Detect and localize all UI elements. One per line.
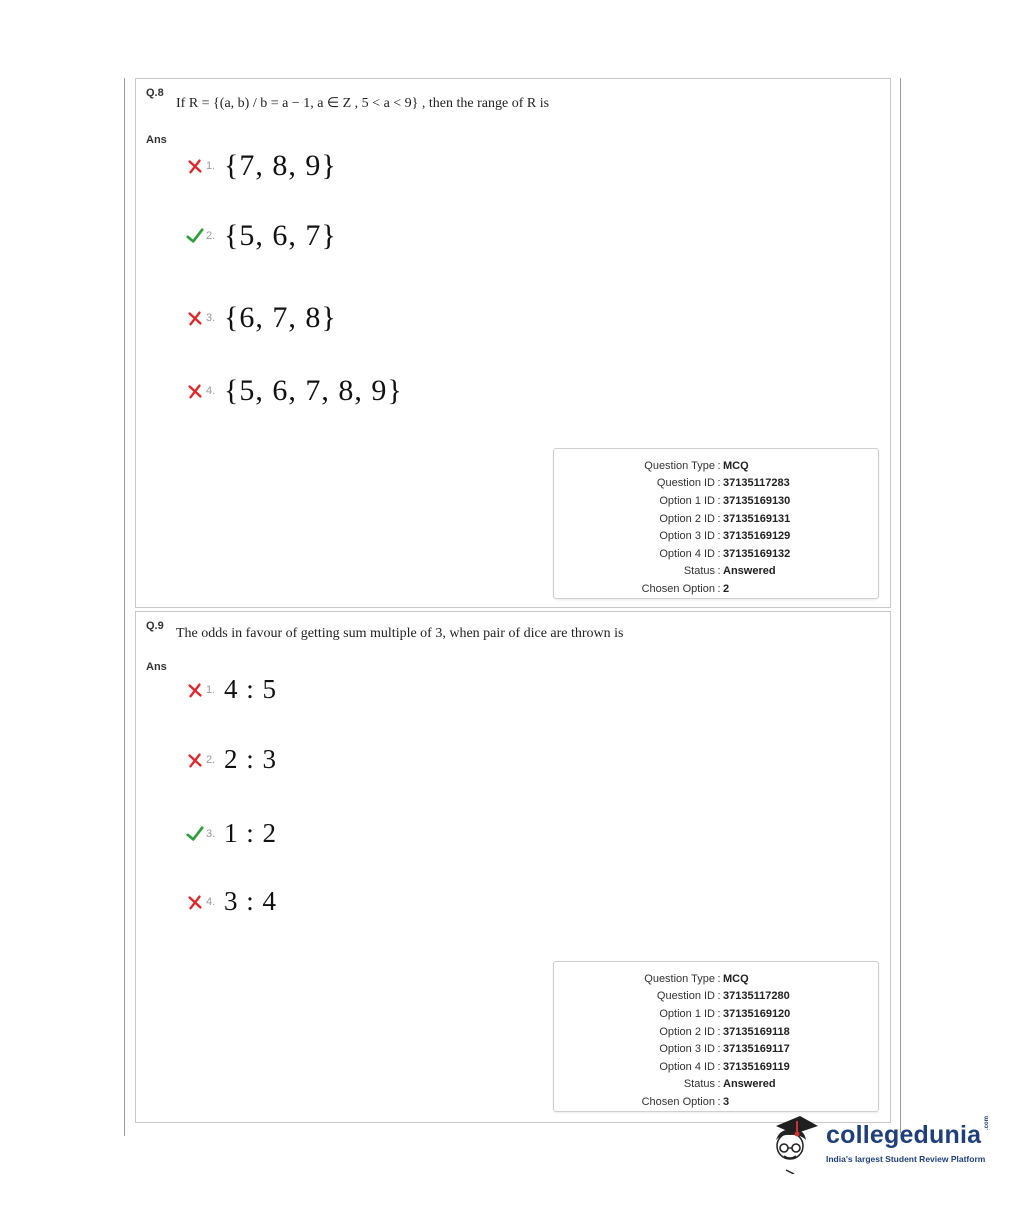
ans-label: Ans bbox=[146, 134, 167, 146]
info-row-option-3-id: Option 3 ID : 37135169129 bbox=[659, 530, 791, 543]
option-number: 4. bbox=[206, 895, 216, 908]
info-row-option-2-id: Option 2 ID : 37135169118 bbox=[659, 1025, 790, 1038]
option-value: {5, 6, 7} bbox=[224, 219, 337, 252]
red-cross-icon bbox=[186, 309, 204, 327]
info-row-question-type: Question Type : MCQ bbox=[644, 972, 749, 985]
option-value: 1 : 2 bbox=[224, 818, 278, 848]
logo-suffix: .com bbox=[984, 1115, 990, 1130]
info-row-question-id: Question ID : 37135117280 bbox=[656, 990, 790, 1003]
red-cross-icon bbox=[186, 382, 204, 400]
option-value: {7, 8, 9} bbox=[224, 149, 337, 182]
info-row-question-type: Question Type : MCQ bbox=[644, 459, 749, 472]
option-3 bbox=[186, 301, 337, 335]
page-rule-left bbox=[124, 78, 125, 1136]
question-number: Q.8 bbox=[146, 87, 164, 99]
info-row-status: Status : Answered bbox=[683, 565, 776, 578]
question-info-box bbox=[553, 961, 879, 1112]
ans-label: Ans bbox=[146, 661, 167, 673]
info-row-option-4-id: Option 4 ID : 37135169119 bbox=[659, 1060, 790, 1073]
option-number: 3. bbox=[206, 312, 216, 324]
info-row-option-4-id: Option 4 ID : 37135169132 bbox=[659, 547, 791, 560]
question-block-9 bbox=[135, 611, 891, 1123]
green-check-icon bbox=[186, 825, 204, 843]
page-rule-right bbox=[900, 78, 901, 1133]
option-number: 4. bbox=[206, 385, 216, 397]
option-number: 2. bbox=[206, 230, 216, 242]
option-number: 1. bbox=[206, 160, 216, 172]
red-cross-icon bbox=[186, 681, 204, 699]
question-text: If R = {(a, b) / b = a − 1, a ∈ Z , 5 < a < 9} , then the range of R is bbox=[176, 96, 550, 111]
logo-tagline: India's largest Student Review Platform bbox=[826, 1154, 986, 1164]
option-number: 2. bbox=[206, 753, 216, 766]
info-row-chosen-option: Chosen Option : 2 bbox=[641, 582, 730, 595]
option-3 bbox=[186, 818, 277, 849]
option-value: 4 : 5 bbox=[224, 674, 278, 704]
option-4 bbox=[186, 886, 277, 917]
info-row-option-2-id: Option 2 ID : 37135169131 bbox=[659, 512, 791, 525]
red-cross-icon bbox=[186, 751, 204, 769]
option-2 bbox=[186, 744, 277, 775]
info-row-option-3-id: Option 3 ID : 37135169117 bbox=[659, 1043, 790, 1056]
option-value: 2 : 3 bbox=[224, 744, 278, 774]
option-4 bbox=[186, 374, 403, 408]
option-1 bbox=[186, 149, 337, 183]
collegedunia-logo bbox=[766, 1104, 996, 1174]
option-number: 3. bbox=[206, 827, 216, 840]
info-row-option-1-id: Option 1 ID : 37135169120 bbox=[659, 1007, 791, 1020]
mascot-icon bbox=[766, 1104, 824, 1174]
question-block-8 bbox=[135, 78, 891, 608]
red-cross-icon bbox=[186, 157, 204, 175]
logo-wordmark: collegedunia bbox=[826, 1121, 982, 1149]
info-row-question-id: Question ID : 37135117283 bbox=[656, 477, 790, 490]
option-value: {5, 6, 7, 8, 9} bbox=[224, 374, 403, 407]
option-1 bbox=[186, 674, 277, 705]
option-value: {6, 7, 8} bbox=[224, 301, 337, 334]
green-check-icon bbox=[186, 227, 204, 245]
option-value: 3 : 4 bbox=[224, 886, 278, 916]
question-text: The odds in favour of getting sum multiple of 3, when pair of dice are thrown is bbox=[176, 626, 624, 641]
red-cross-icon bbox=[186, 893, 204, 911]
question-info-box bbox=[553, 448, 879, 599]
option-number: 1. bbox=[206, 683, 216, 696]
option-2 bbox=[186, 219, 337, 253]
info-row-status: Status : Answered bbox=[683, 1078, 776, 1091]
info-row-chosen-option: Chosen Option : 3 bbox=[641, 1095, 730, 1108]
info-row-option-1-id: Option 1 ID : 37135169130 bbox=[659, 494, 791, 507]
question-number: Q.9 bbox=[146, 620, 164, 632]
